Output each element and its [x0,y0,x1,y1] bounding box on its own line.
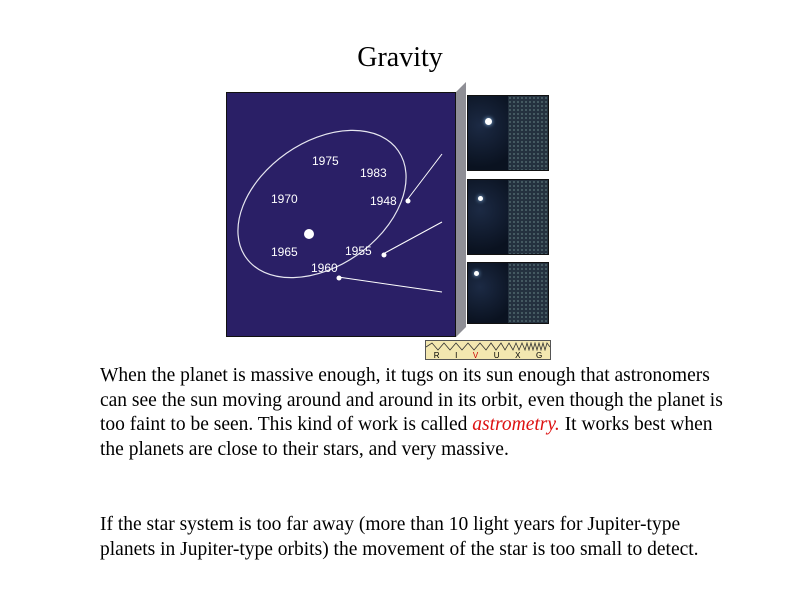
paragraph-1-tail: It works best when the planets are close to their stars, and very massive. [100,414,713,460]
year-label-1975: 1975 [312,154,339,168]
paragraph-1-text: When the planet is massive enough, it tugs on its sun enough that astronomers can see the sun moving around and around in its orbit, even though the planet is too faint to be seen. This kind of work is called [100,365,723,435]
year-label-1970: 1970 [271,192,298,206]
year-label-1955: 1955 [345,244,372,258]
band-letter-v: V [472,351,479,360]
telescope-image-2 [467,179,549,255]
telescope-image-3 [467,262,549,324]
telescope-image-1 [467,95,549,171]
paragraph-astrometry [100,364,740,462]
paragraph-distance-limit: If the star system is too far away (more than 10 light years for Jupiter-type planets in Jupiter-type orbits) the movement of the star is too small to detect. [100,514,699,560]
astrometry-figure [226,82,556,362]
band-letter-x: X [515,351,521,360]
star-image-dot-2 [478,196,483,201]
wavelength-wave-icon [426,342,550,351]
year-label-1965: 1965 [271,245,298,259]
band-letter-r: R [433,351,440,360]
year-label-1983: 1983 [360,166,387,180]
year-label-1960: 1960 [311,261,338,275]
slide-title: Gravity [357,42,443,73]
wavelength-letters [426,351,550,360]
astrometry-term: astrometry. [472,414,560,435]
year-label-1948: 1948 [370,194,397,208]
wavelength-band [425,340,551,360]
star-image-dot-3 [474,271,479,276]
band-letter-g: G [535,351,543,360]
band-letter-i: I [455,351,458,360]
star-image-dot-1 [485,118,492,125]
band-letter-u: U [493,351,500,360]
